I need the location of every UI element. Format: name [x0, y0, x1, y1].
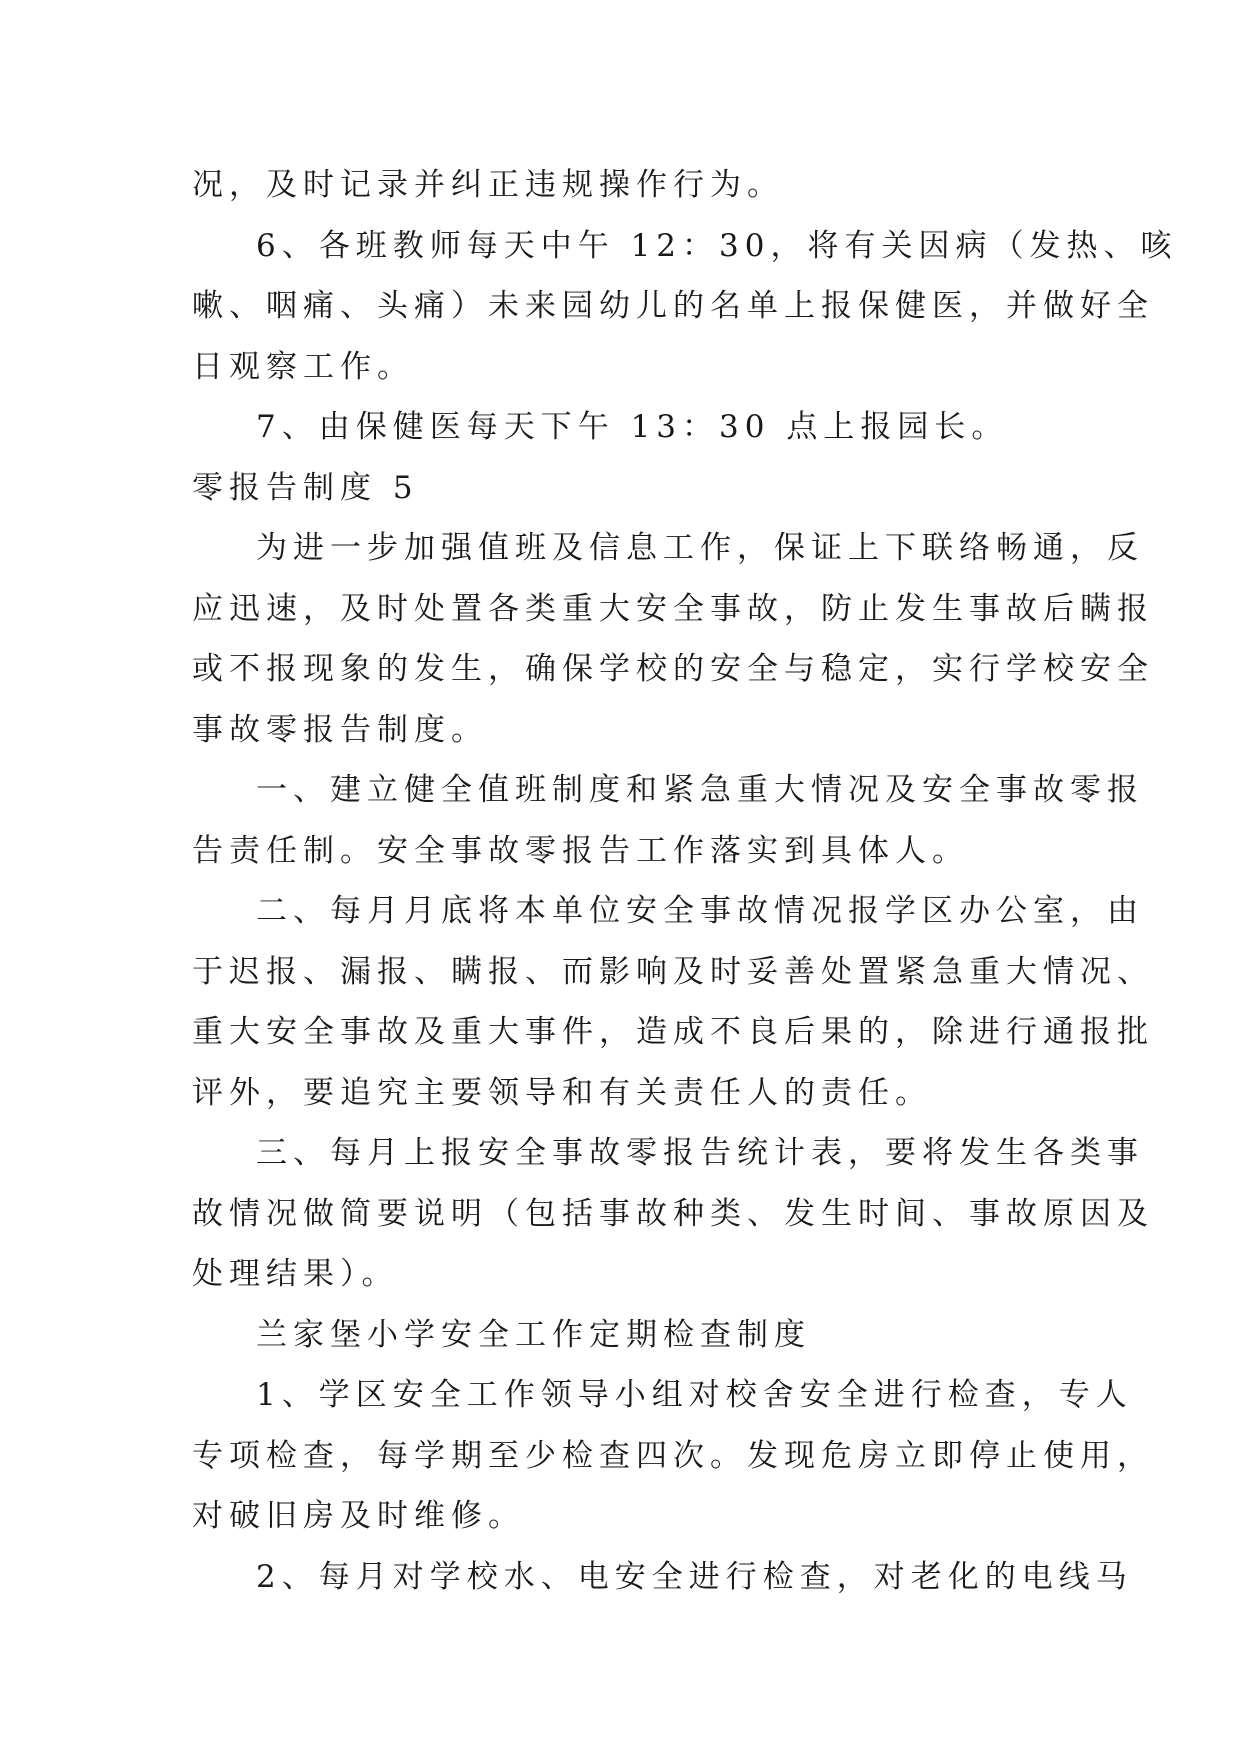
section-heading: 兰家堡小学安全工作定期检查制度 [256, 1316, 811, 1353]
text-line: 7、由保健医每天下午 13：30 点上报园长。 [256, 409, 1009, 445]
text-line: 事故零报告制度。 [192, 711, 488, 748]
text-line: 为进一步加强值班及信息工作，保证上下联络畅通，反 [256, 530, 1144, 566]
text-line: 对破旧房及时维修。 [192, 1498, 525, 1534]
text-line: 三、每月上报安全事故零报告统计表，要将发生各类事 [256, 1135, 1144, 1171]
text-line: 故情况做简要说明（包括事故种类、发生时间、事故原因及 [192, 1195, 1154, 1232]
text-line: 一、建立健全值班制度和紧急重大情况及安全事故零报 [256, 772, 1144, 808]
text-line: 重大安全事故及重大事件，造成不良后果的，除进行通报批 [192, 1014, 1154, 1050]
text-line: 处理结果）。 [192, 1256, 399, 1292]
text-line: 2、每月对学校水、电安全进行检查，对老化的电线马 [256, 1558, 1133, 1595]
text-line: 评外，要追究主要领导和有关责任人的责任。 [192, 1074, 932, 1111]
text-line: 于迟报、漏报、瞒报、而影响及时妥善处置紧急重大情况、 [192, 953, 1154, 990]
text-line: 告责任制。安全事故零报告工作落实到具体人。 [192, 832, 969, 869]
text-line: 6、各班教师每天中午 12：30，将有关因病（发热、咳 [256, 227, 1178, 264]
text-line: 或不报现象的发生，确保学校的安全与稳定，实行学校安全 [192, 651, 1154, 687]
text-line: 嗽、咽痛、头痛）未来园幼儿的名单上报保健医，并做好全 [192, 288, 1154, 324]
text-line: 专项检查，每学期至少检查四次。发现危房立即停止使用， [192, 1437, 1154, 1474]
document-body [192, 155, 1178, 1607]
text-line: 1、学区安全工作领导小组对校舍安全进行检查，专人 [256, 1377, 1133, 1413]
text-line: 二、每月月底将本单位安全事故情况报学区办公室，由 [256, 893, 1144, 929]
section-heading: 零报告制度 5 [192, 469, 419, 506]
text-line: 况，及时记录并纠正违规操作行为。 [192, 167, 784, 203]
text-line: 日观察工作。 [192, 348, 414, 385]
text-line: 应迅速，及时处置各类重大安全事故，防止发生事故后瞒报 [192, 590, 1154, 627]
